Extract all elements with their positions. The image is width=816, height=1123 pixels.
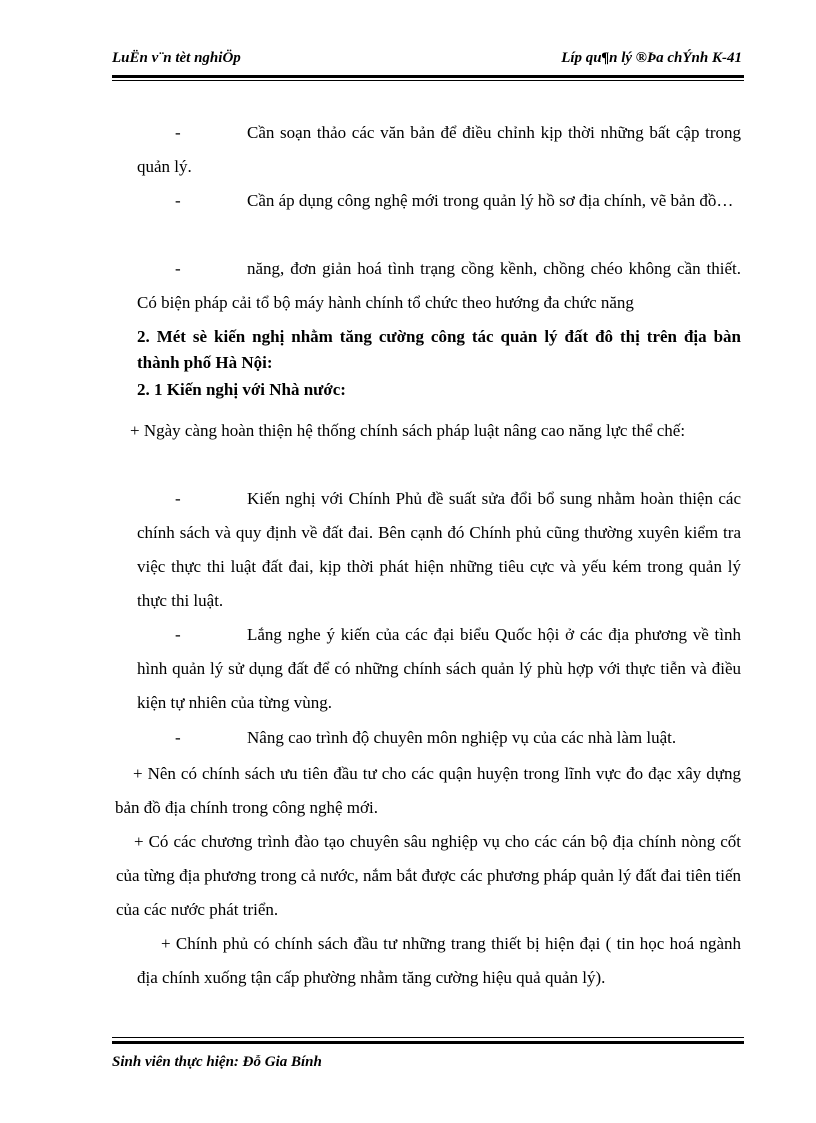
bullet-dash: - — [175, 489, 181, 508]
bullet-text: Cần soạn thảo các văn bản để điều chỉnh kịp thời những bất cập trong quản lý. — [137, 123, 741, 176]
page-header — [112, 50, 744, 74]
header-rule — [112, 75, 744, 78]
bullet-text: Kiến nghị với Chính Phủ đề suất sửa đổi bổ sung nhằm hoàn thiện các chính sách và quy định về đất đai. Bên cạnh đó Chính phủ cũng thường xuyên kiểm tra việc thực thi luật đất đai, kịp thời phát hiện những tiêu cực và yếu kém trong quản lý thực thi luật. — [137, 489, 741, 610]
section-heading-2: 2. Mét sè kiến nghị nhằm tăng cường công tác quản lý đất đô thị trên địa bàn thành phố Hà Nội: — [137, 327, 741, 372]
bullet-paragraph — [137, 184, 741, 218]
bullet-paragraph — [137, 252, 741, 320]
bullet-text: Nâng cao trình độ chuyên môn nghiệp vụ của các nhà làm luật. — [247, 728, 677, 747]
header-rule-thin — [112, 80, 744, 81]
bullet-dash: - — [175, 259, 181, 278]
page-footer: Sinh viên thực hiện: Đỗ Gia Bính — [112, 1054, 322, 1070]
bullet-text: Cần áp dụng công nghệ mới trong quản lý hồ sơ địa chính, vẽ bản đồ… — [247, 191, 734, 210]
footer-rule-thin — [112, 1037, 744, 1038]
header-left: LuËn v¨n tèt nghiÖp — [112, 50, 241, 66]
section-heading-2-1: 2. 1 Kiến nghị với Nhà nước: — [137, 380, 346, 399]
header-right: Líp qu¶n lý ®Þa chÝnh K-41 — [561, 50, 742, 66]
bullet-dash: - — [175, 625, 181, 644]
plus-paragraph-4: + Chính phủ có chính sách đầu tư những trang thiết bị hiện đại ( tin học hoá ngành địa chính xuống tận cấp phường nhằm tăng cường hiệu quả quản lý). — [137, 934, 741, 987]
footer-rule — [112, 1041, 744, 1044]
bullet-text: năng, đơn giản hoá tình trạng cồng kềnh, chồng chéo không cần thiết. Có biện pháp cải tổ bộ máy hành chính tổ chức theo hướng đa chức năng — [137, 259, 741, 312]
plus-paragraph-3: + Có các chương trình đào tạo chuyên sâu nghiệp vụ cho các cán bộ địa chính nòng cốt của từng địa phương trong cả nước, nắm bắt được các phương pháp quản lý đất đai tiên tiến của các nước phát triển. — [116, 832, 741, 919]
bullet-dash: - — [175, 191, 181, 210]
bullet-paragraph — [137, 618, 741, 720]
bullet-text: Lắng nghe ý kiến của các đại biểu Quốc hội ở các địa phương về tình hình quản lý sử dụng đất để có những chính sách quản lý phù hợp với thực tiễn và điều kiện tự nhiên của từng vùng. — [137, 625, 741, 712]
bullet-paragraph — [137, 116, 741, 184]
bullet-dash: - — [175, 123, 181, 142]
bullet-paragraph — [137, 721, 741, 755]
plus-paragraph-2: + Nên có chính sách ưu tiên đầu tư cho các quận huyện trong lĩnh vực đo đạc xây dựng bản đồ địa chính trong công nghệ mới. — [115, 764, 741, 817]
bullet-dash: - — [175, 728, 181, 747]
bullet-paragraph — [137, 482, 741, 618]
plus-paragraph-1: + Ngày càng hoàn thiện hệ thống chính sách pháp luật nâng cao năng lực thể chế: — [130, 421, 686, 440]
